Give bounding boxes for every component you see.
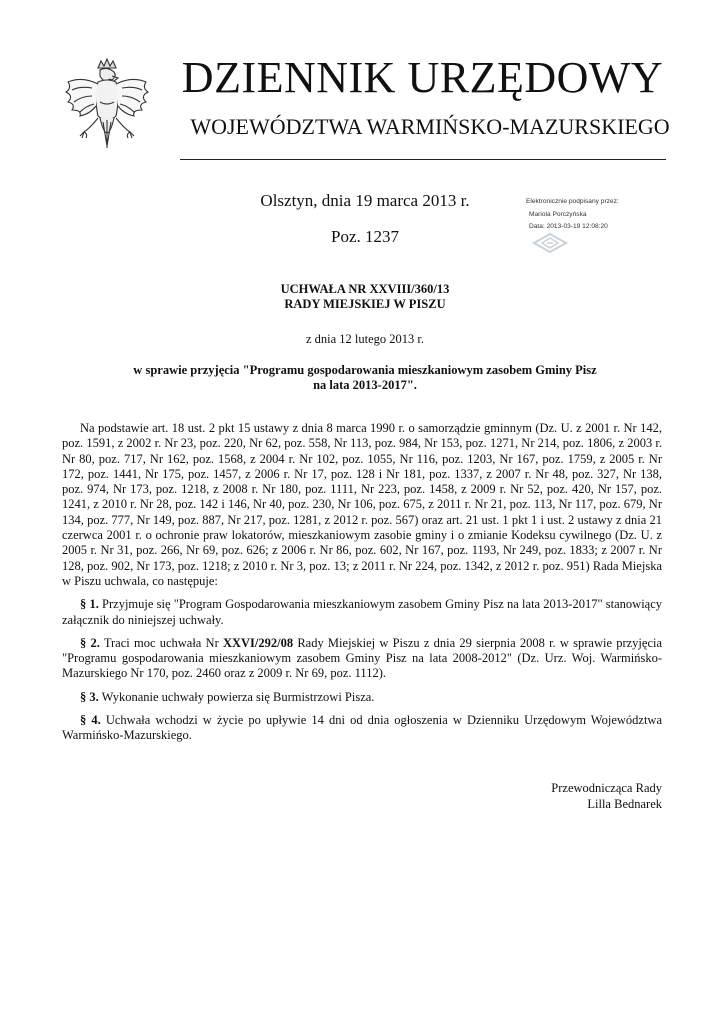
resolution-body <box>62 421 662 752</box>
publication-title: DZIENNIK URZĘDOWY <box>181 53 664 102</box>
legal-basis-paragraph: Na podstawie art. 18 ust. 2 pkt 15 ustawy z dnia 8 marca 1990 r. o samorządzie gminnym (Dz. U. z 2001 r. Nr 142, poz. 1591, z 2002 r. Nr 23, poz. 220, Nr 62, poz. 558, Nr 113, poz. 984, Nr 153, poz. 1271, Nr 214, poz. 1806, z 2003 r. Nr 80, poz. 717, Nr 162, poz. 1568, z 2004 r. Nr 102, poz. 1055, Nr 116, poz. 1203, Nr 167, poz. 1759, z 2005 r. Nr 172, poz. 1441, Nr 175, poz. 1457, z 2006 r. Nr 17, poz. 128 i Nr 181, poz. 1337, z 2007 r. Nr 48, poz. 327, Nr 138, poz. 974, Nr 173, poz. 1218, z 2008 r. Nr 180, poz. 1111, Nr 223, poz. 1458, z 2009 r. Nr 52, poz. 420, Nr 157, poz. 1241, z 2010 r. Nr 28, poz. 142 i 146, Nr 40, poz. 230, Nr 106, poz. 675, z 2011 r. Nr 21, poz. 113, Nr 117, poz. 679, Nr 134, poz. 777, Nr 149, poz. 887, Nr 217, poz. 1281, z 2012 r. poz. 567) oraz art. 21 ust. 1 pkt 1 i ust. 2 ustawy z dnia 21 czerwca 2001 r. o ochronie praw lokatorów, mieszkaniowym zasobie gminy i o zmianie Kodeksu cywilnego (Dz. U. z 2005 r. Nr 31, poz. 266, Nr 69, poz. 626; z 2006 r. Nr 86, poz. 602, Nr 167, poz. 1193, Nr 249, poz. 1833; z 2007 r. Nr 128, poz. 902, Nr 173, poz. 1218; z 2010 r. Nr 3, poz. 13; z 2011 r. Nr 224, poz. 1342, z 2012 r. poz. 951) Rada Miejska w Piszu uchwala, co następuje: <box>62 421 662 588</box>
section-3-label: § 3. <box>80 689 99 704</box>
signatory-role: Przewodnicząca Rady <box>551 781 662 795</box>
signer-name: Mariola Porczyńska <box>529 210 587 218</box>
polish-eagle-emblem-icon <box>62 58 152 164</box>
publication-subtitle: WOJEWÓDZTWA WARMIŃSKO-MAZURSKIEGO <box>190 114 670 139</box>
section-4 <box>62 713 662 744</box>
section-2-label: § 2. <box>80 635 100 650</box>
position-number: Poz. 1237 <box>331 227 399 246</box>
resolution-heading <box>130 282 600 312</box>
section-2 <box>62 636 662 682</box>
subject-line-2: na lata 2013-2017". <box>313 378 417 392</box>
electronic-signature-block <box>526 196 696 234</box>
signature-label: Elektronicznie podpisany przez: <box>526 198 619 205</box>
section-3 <box>62 690 662 705</box>
section-1 <box>62 597 662 628</box>
section-2-text-b: Rady Miejskiej w Piszu z dnia 29 sierpnia 2008 r. w sprawie przyjęcia "Programu gospodarowania mieszkaniowym zasobem Gminy Pisz na lata 2008-2012" (Dz. Urz. Woj. Warmińsko-Mazurskiego Nr 170, poz. 2460 oraz z 2009 r. Nr 69, poz. 1112). <box>62 635 663 681</box>
signature-block <box>470 781 662 812</box>
resolution-subject <box>100 363 630 393</box>
signatory-name: Lilla Bednarek <box>587 796 662 811</box>
header-divider <box>180 159 666 160</box>
section-4-label: § 4. <box>80 713 101 728</box>
section-1-text: Przyjmuje się "Program Gospodarowania mieszkaniowym zasobem Gminy Pisz na lata 2013-2017" stanowiący załącznik do niniejszej uchwały. <box>62 597 663 627</box>
subject-line-1: w sprawie przyjęcia "Programu gospodarowania mieszkaniowym zasobem Gminy Pisz <box>133 363 597 377</box>
signature-date: Data: 2013-03-19 12:08:20 <box>529 223 608 230</box>
section-1-label: § 1. <box>80 597 99 612</box>
section-2-reference: XXVI/292/08 <box>222 635 294 650</box>
section-2-text-a: Traci moc uchwała Nr <box>99 635 223 650</box>
e-signature-seal-icon <box>530 232 570 254</box>
section-4-text: Uchwała wchodzi w życie po upływie 14 dni od dnia ogłoszenia w Dzienniku Urzędowym Województwa Warmińsko-Mazurskiego. <box>62 713 663 743</box>
resolution-number: UCHWAŁA NR XXVIII/360/13 <box>280 282 450 296</box>
place-and-date: Olsztyn, dnia 19 marca 2013 r. <box>260 191 470 210</box>
resolution-date: z dnia 12 lutego 2013 r. <box>305 332 425 346</box>
resolution-council: RADY MIEJSKIEJ W PISZU <box>284 297 446 311</box>
section-3-text: Wykonanie uchwały powierza się Burmistrzowi Pisza. <box>98 689 375 704</box>
